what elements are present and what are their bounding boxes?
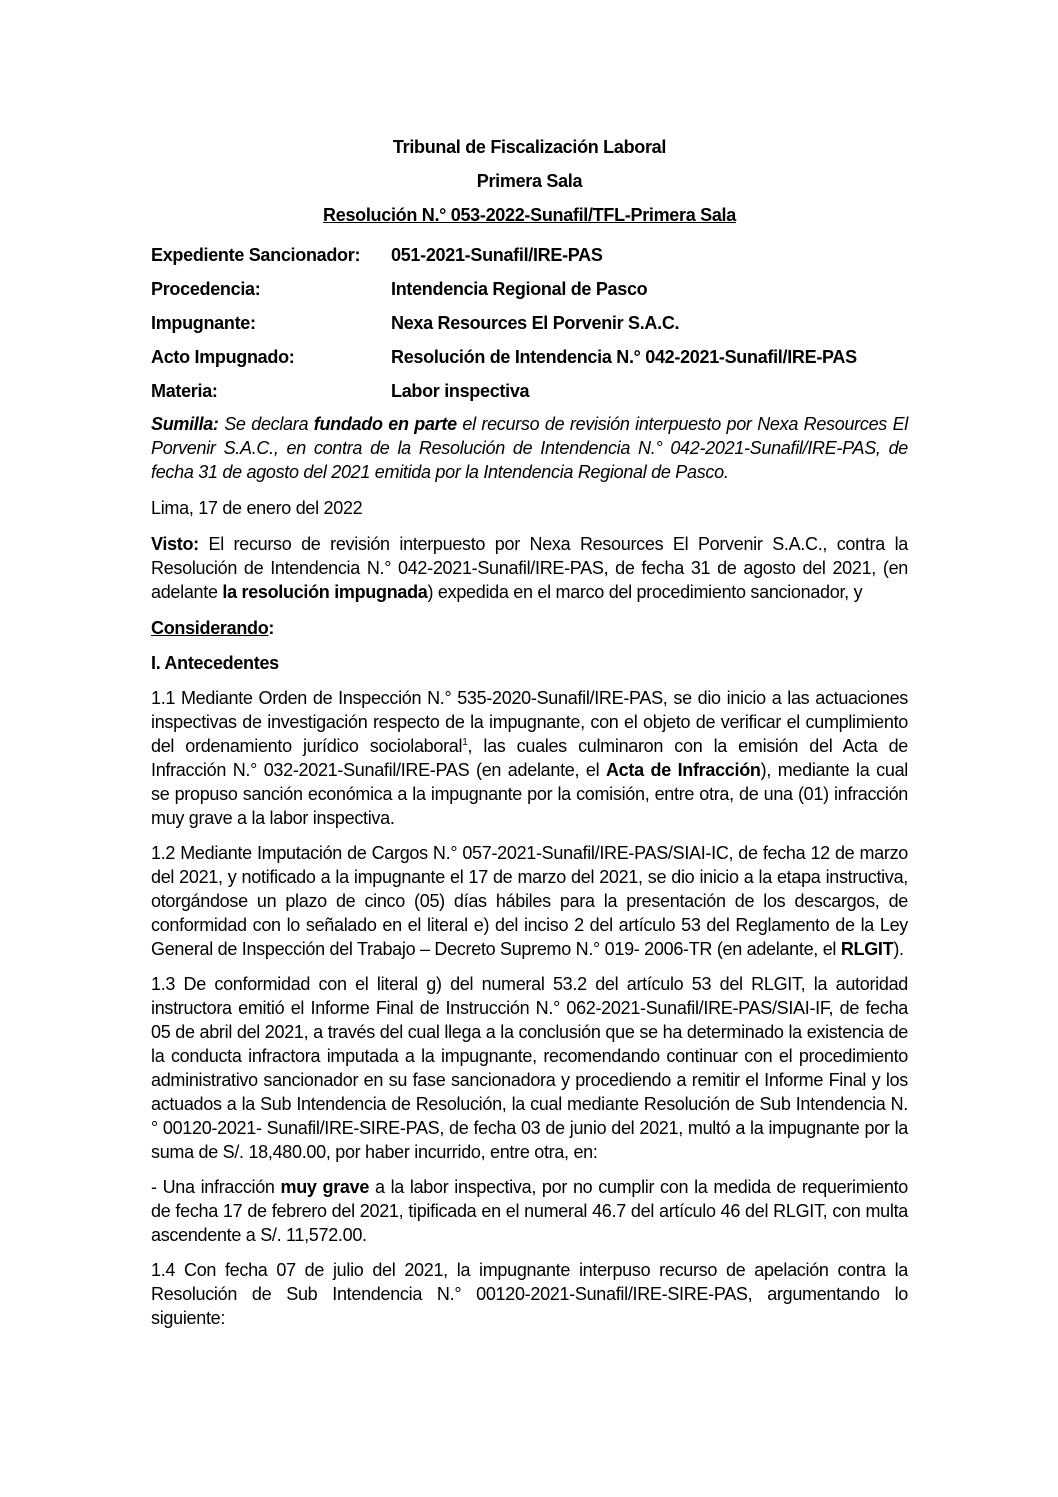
paragraph-1-3: 1.3 De conformidad con el literal g) del numeral 53.2 del artículo 53 del RLGIT, la autoridad instructora emitió el Informe Final de Instrucción N.° 062-2021-Sunafil/IRE-PAS/SIAI-IF, de fecha 05 de abril del 2021, a través del cual llega a la conclusión que se ha determinado la existencia de la conducta infractora imputada a la impugnante, recomendando continuar con el procedimiento administrativo sancionador en su fase sancionadora y procediendo a remitir el Informe Final y los actuados a la Sub Intendencia de Resolución, la cual mediante Resolución de Sub Intendencia N.° 00120-2021- Sunafil/IRE-SIRE-PAS, de fecha 03 de junio del 2021, multó a la impugnante por la suma de S/. 18,480.00, por haber incurrido, entre otra, en: <box>151 974 908 1162</box>
meta-row <box>151 374 908 408</box>
sala-title: Primera Sala <box>476 171 583 191</box>
considerando-colon: : <box>268 618 275 638</box>
date-line: Lima, 17 de enero del 2022 <box>151 498 363 518</box>
resolution-title: Resolución N.° 053-2022-Sunafil/TFL-Primera Sala <box>323 205 736 225</box>
paragraph-1-4: 1.4 Con fecha 07 de julio del 2021, la impugnante interpuso recurso de apelación contra la Resolución de Sub Intendencia N.° 00120-2021-Sunafil/IRE-SIRE-PAS, argumentando lo siguiente: <box>151 1260 908 1328</box>
paragraph-text: , las cuales culminaron con la emisión del Acta de Infracción N.° 032-2021-Sunafil/IRE-PAS (en adelante, el <box>151 736 908 780</box>
paragraph-1-2 <box>151 841 908 961</box>
sumilla-text: Se declara <box>218 414 314 434</box>
sumilla-bold: fundado en parte <box>313 414 457 434</box>
visto-text: ) expedida en el marco del procedimiento sancionador, y <box>427 582 863 602</box>
paragraph-text: 1.2 Mediante Imputación de Cargos N.° 057-2021-Sunafil/IRE-PAS/SIAI-IC, de fecha 12 de marzo del 2021, y notificado a la impugnante el 17 de marzo del 2021, se dio inicio a la etapa instructiva, otorgándose un plazo de cinco (05) días hábiles para la presentación de los descargos, de conformidad con lo señalado en el literal e) del inciso 2 del artículo 53 del Reglamento de la Ley General de Inspección del Trabajo – Decreto Supremo N.° 019- 2006-TR (en adelante, el <box>151 843 908 959</box>
meta-label: Expediente Sancionador: <box>151 244 361 265</box>
meta-value: Intendencia Regional de Pasco <box>391 278 648 299</box>
paragraph-bold: RLGIT <box>840 939 894 959</box>
considerando-text: Considerando <box>151 618 269 638</box>
paragraph-bold: Acta de Infracción <box>605 760 761 780</box>
meta-row <box>151 272 908 306</box>
visto-text: El recurso de revisión interpuesto por Nexa Resources El Porvenir S.A.C., contra la Resolución de Intendencia N.° 042-2021-Sunafil/IRE-PAS, de fecha 31 de agosto del 2021, (en adelante <box>151 534 908 602</box>
meta-label: Impugnante: <box>151 312 256 333</box>
visto-bold: la resolución impugnada <box>222 582 428 602</box>
paragraph-text: ). <box>893 939 904 959</box>
meta-label: Acto Impugnado: <box>151 346 295 367</box>
paragraph-text: ), mediante la cual se propuso sanción económica a la impugnante por la comisión, entre otra, de una (01) infracción muy grave a la labor inspectiva. <box>151 760 908 828</box>
meta-value: Resolución de Intendencia N.° 042-2021-Sunafil/IRE-PAS <box>391 346 857 367</box>
visto-paragraph <box>151 532 908 604</box>
considerando-heading <box>151 616 908 640</box>
meta-label: Materia: <box>151 380 218 401</box>
paragraph-text: 1.1 Mediante Orden de Inspección N.° 535-2020-Sunafil/IRE-PAS, se dio inicio a las actuaciones inspectivas de investigación respecto de la impugnante, con el objeto de verificar el cumplimiento del ordenamiento jurídico sociolaboral <box>151 688 908 756</box>
paragraph-1-1 <box>151 686 908 830</box>
meta-row <box>151 238 908 272</box>
meta-value: Labor inspectiva <box>391 380 530 401</box>
sumilla-text: el recurso de revisión interpuesto por Nexa Resources El Porvenir S.A.C., en contra de la Resolución de Intendencia N.° 042-2021-Sunafil/IRE-PAS, de fecha 31 de agosto del 2021 emitida por la Intendencia Regional de Pasco. <box>151 414 908 482</box>
paragraph-infraction <box>151 1175 908 1247</box>
paragraph-bold: muy grave <box>280 1177 370 1197</box>
meta-label: Procedencia: <box>151 278 261 299</box>
footnote-ref: 1 <box>462 737 468 748</box>
paragraph-text: - Una infracción <box>151 1177 281 1197</box>
visto-label: Visto: <box>151 534 199 554</box>
paragraph-text: a la labor inspectiva, por no cumplir con la medida de requerimiento de fecha 17 de febrero del 2021, tipificada en el numeral 46.7 del artículo 46 del RLGIT, con multa ascendente a S/. 11,572.00. <box>151 1177 908 1245</box>
sumilla-label: Sumilla: <box>151 414 219 434</box>
meta-value: 051-2021-Sunafil/IRE-PAS <box>391 244 603 265</box>
tribunal-title: Tribunal de Fiscalización Laboral <box>392 137 667 157</box>
antecedentes-heading: I. Antecedentes <box>151 653 279 673</box>
sumilla-paragraph <box>151 412 908 484</box>
meta-row <box>151 340 908 374</box>
meta-value: Nexa Resources El Porvenir S.A.C. <box>391 312 680 333</box>
meta-row <box>151 306 908 340</box>
document-page <box>151 135 908 1330</box>
case-metadata-table <box>151 238 908 408</box>
